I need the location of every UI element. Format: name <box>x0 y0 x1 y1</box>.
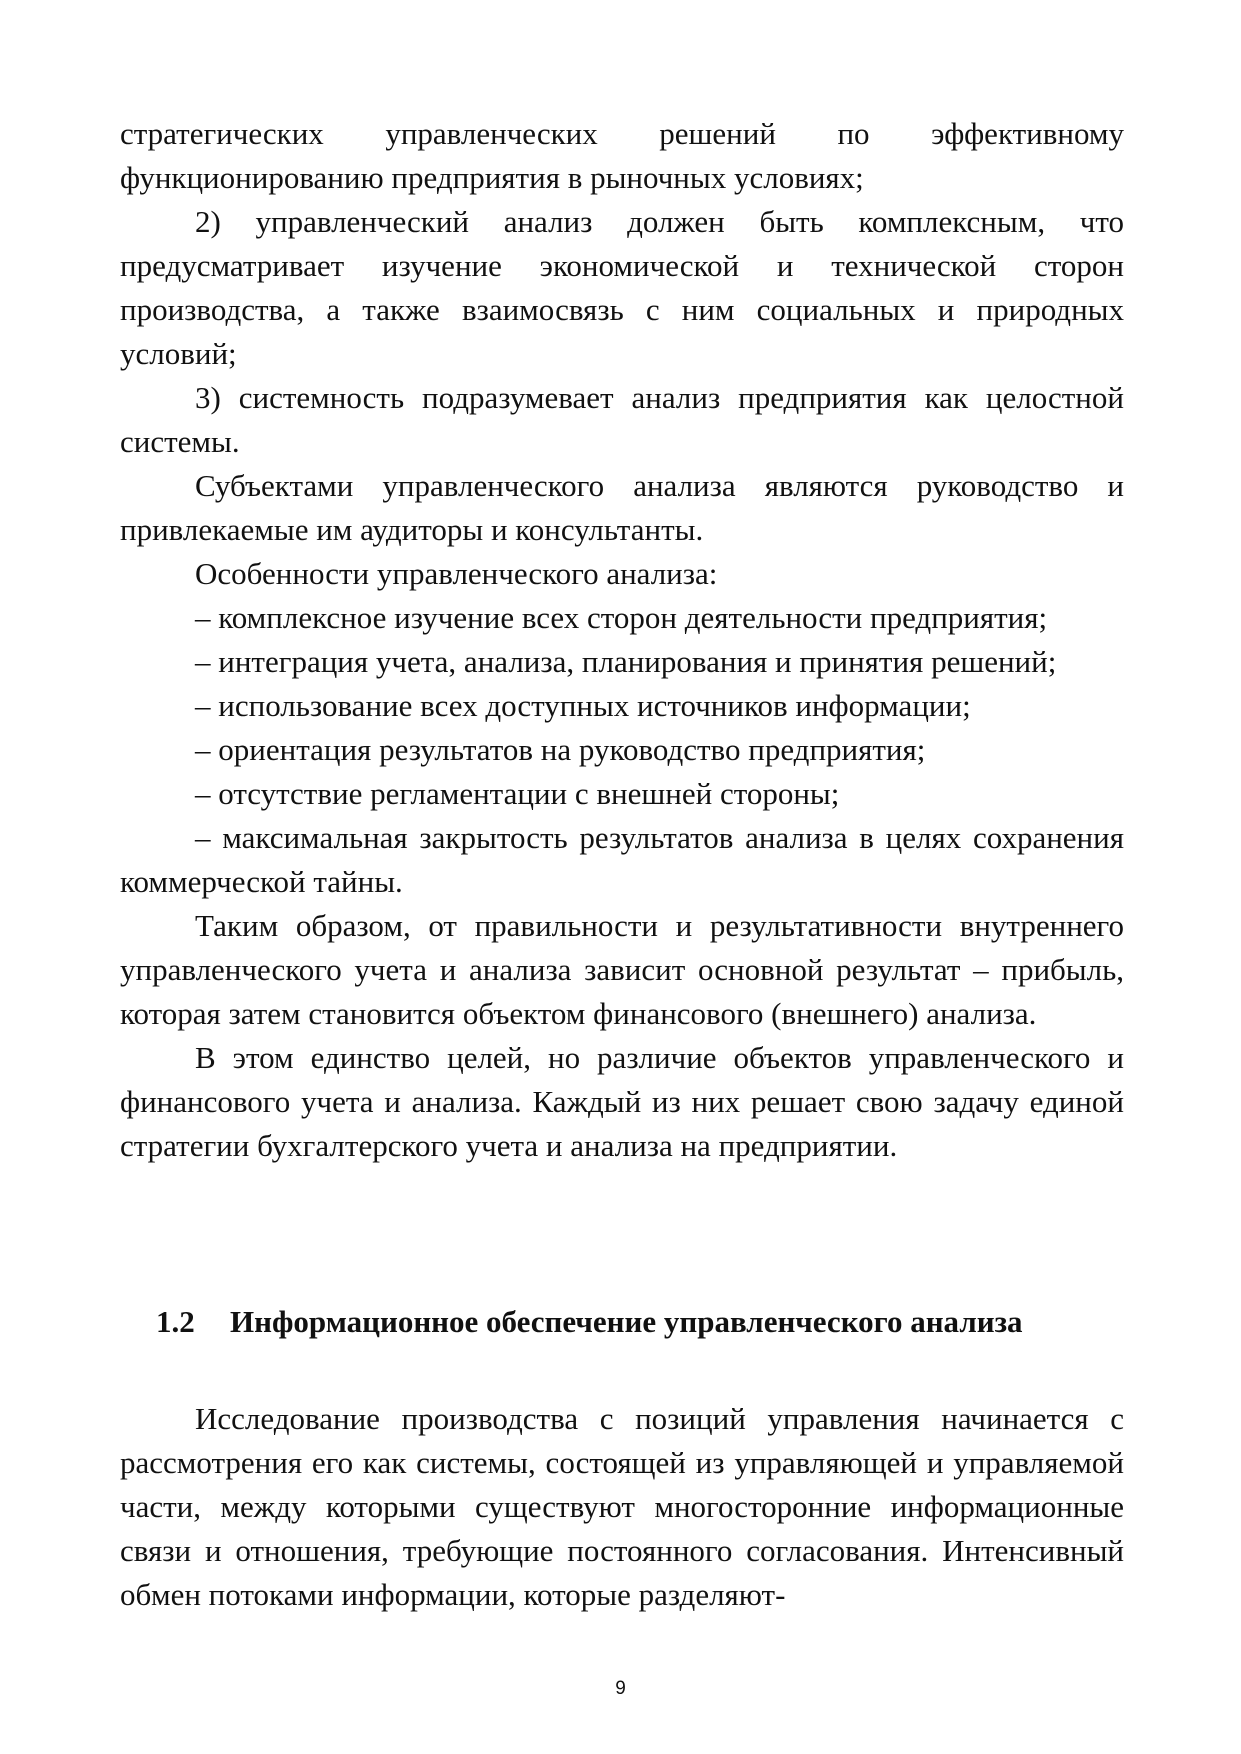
section-heading <box>156 1300 1023 1344</box>
paragraph-thus: Таким образом, от правильности и результативности внутреннего управленческого учета и анализа зависит основной результат – прибыль, которая затем становится объектом финансового (внешнего) анализа. <box>120 908 1124 1031</box>
section-number: 1.2 <box>156 1304 195 1339</box>
paragraph-subjects: Субъектами управленческого анализа являются руководство и привлекаемые им аудиторы и консультанты. <box>120 468 1124 547</box>
paragraph-features-intro: Особенности управленческого анализа: <box>195 556 718 591</box>
paragraph-continuation: стратегических управленческих решений по эффективному функционированию предприятия в рыночных условиях; <box>120 116 1124 195</box>
feature-item: – отсутствие регламентации с внешней стороны; <box>195 776 840 811</box>
section-body <box>120 1397 1124 1617</box>
paragraph-item-2: 2) управленческий анализ должен быть комплексным, что предусматривает изучение экономической и технической сторон производства, а также взаимосвязь с ним социальных и природных условий; <box>120 204 1124 371</box>
page-body <box>120 112 1124 1168</box>
feature-item: – комплексное изучение всех сторон деятельности предприятия; <box>195 600 1048 635</box>
paragraph-item-3: 3) системность подразумевает анализ предприятия как целостной системы. <box>120 380 1124 459</box>
page-number: 9 <box>615 1678 626 1699</box>
feature-item: – ориентация результатов на руководство предприятия; <box>195 732 926 767</box>
feature-item: – использование всех доступных источников информации; <box>195 688 971 723</box>
features-list <box>120 596 1124 904</box>
section-title: Информационное обеспечение управленческого анализа <box>230 1304 1023 1339</box>
feature-item: – максимальная закрытость результатов анализа в целях сохранения коммерческой тайны. <box>120 820 1124 899</box>
paragraph-unity: В этом единство целей, но различие объектов управленческого и финансового учета и анализа. Каждый из них решает свою задачу единой стратегии бухгалтерского учета и анализа на предприятии. <box>120 1040 1124 1163</box>
feature-item: – интеграция учета, анализа, планирования и принятия решений; <box>195 644 1057 679</box>
paragraph-section-intro: Исследование производства с позиций управления начинается с рассмотрения его как системы, состоящей из управляющей и управляемой части, между которыми существуют многосторонние информационные связи и отношения, требующие постоянного согласования. Интенсивный обмен потоками информации, которые разделяют- <box>120 1401 1124 1612</box>
